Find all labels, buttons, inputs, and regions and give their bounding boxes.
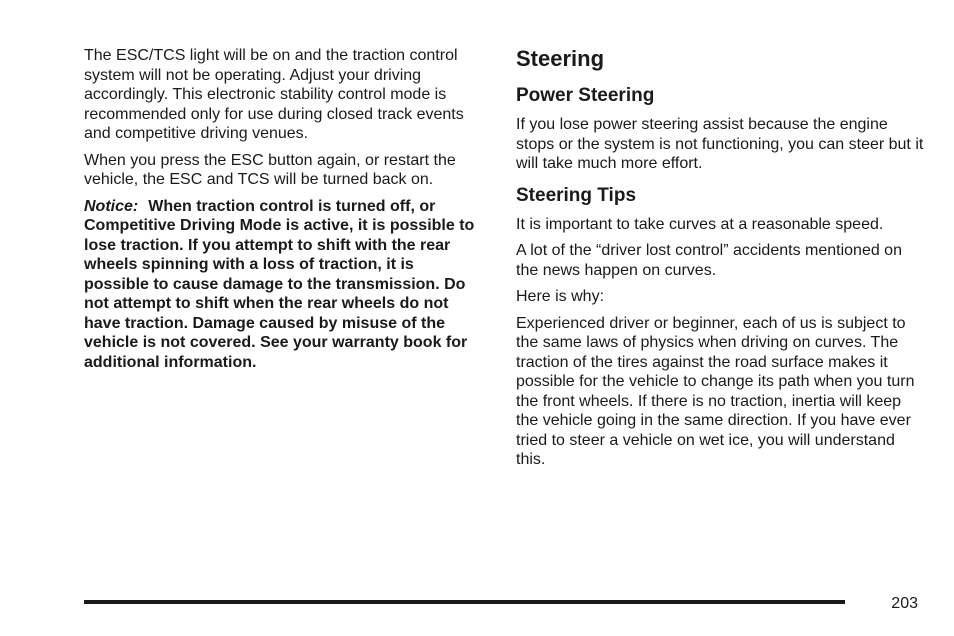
power-steering-heading: Power Steering (516, 85, 655, 106)
left-column (84, 46, 482, 372)
right-column (516, 46, 926, 470)
power-steering-text: If you lose power steering assist because the engine stops or the system is not functioning, you can steer but it will take much more effort. (516, 116, 924, 172)
esc-button-paragraph: When you press the ESC button again, or restart the vehicle, the ESC and TCS will be turned back on. (84, 151, 456, 188)
notice-label: Notice: (84, 197, 139, 215)
footer-rule (84, 600, 845, 604)
notice-block (84, 197, 482, 373)
page-number: 203 (891, 595, 918, 612)
section-title: Steering (516, 46, 605, 71)
steering-tips-paragraph: It is important to take curves at a reasonable speed. (516, 215, 884, 233)
steering-tips-paragraph: Experienced driver or beginner, each of us is subject to the same laws of physics when driving on curves. The traction of the tires against the road surface makes it possible for the vehicle to change its path when you turn the front wheels. If there is no traction, inertia will keep the vehicle going in the same direction. If you have ever tried to steer a vehicle on wet ice, you will understand this. (516, 314, 915, 468)
notice-text: When traction control is turned off, or Competitive Driving Mode is active, it is possible to lose traction. If you attempt to shift with the rear wheels spinning with a loss of traction, it is possible to cause damage to the transmission. Do not attempt to shift when the rear wheels do not have traction. Damage caused by misuse of the vehicle is not covered. See your warranty book for additional information. (84, 197, 475, 371)
steering-tips-heading: Steering Tips (516, 184, 637, 206)
steering-tips-paragraph: A lot of the “driver lost control” accidents mentioned on the news happen on curves. (516, 242, 902, 279)
steering-tips-paragraph: Here is why: (516, 288, 605, 305)
esc-tcs-paragraph: The ESC/TCS light will be on and the traction control system will not be operating. Adjust your driving accordingly. This electronic stability control mode is recommended only for use during closed track events and competitive driving venues. (84, 47, 464, 142)
